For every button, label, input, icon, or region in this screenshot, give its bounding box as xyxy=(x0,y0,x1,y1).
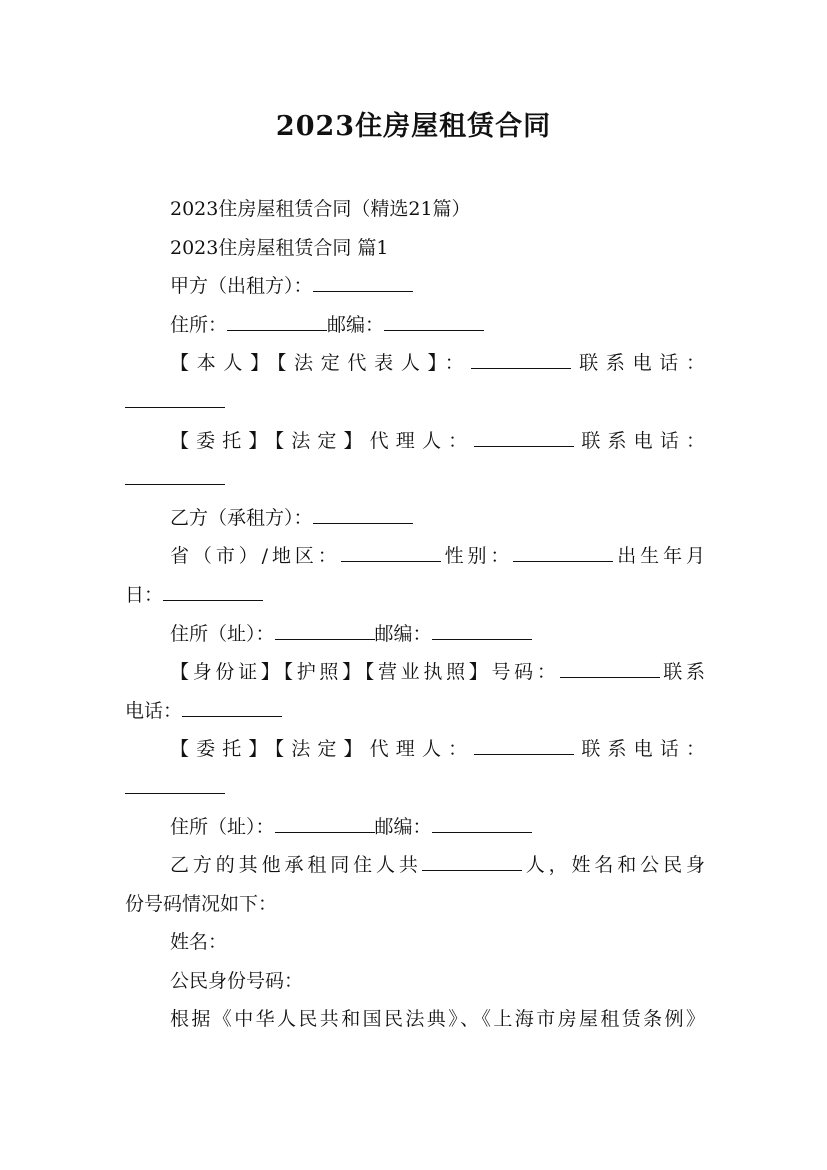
fill-in-blank xyxy=(125,483,225,485)
document-line: 份号码情况如下： xyxy=(125,892,278,915)
fill-in-blank xyxy=(474,445,574,447)
document-line: 2023住房屋租赁合同 篇1 xyxy=(170,236,389,259)
fill-in-blank xyxy=(560,676,660,678)
document-line xyxy=(125,383,705,422)
document-line xyxy=(125,769,705,808)
document-line: 日： xyxy=(125,576,705,615)
fill-in-blank xyxy=(125,792,225,794)
fill-in-blank xyxy=(227,329,327,331)
fill-in-blank xyxy=(513,560,613,562)
document-line xyxy=(125,460,705,499)
fill-in-blank xyxy=(432,831,532,833)
document-line: 乙方的其他承租同住人共 人，姓名和公民身 xyxy=(170,854,705,877)
document-line: 电话： xyxy=(125,692,705,731)
document-line: 乙方（承租方）： xyxy=(125,499,705,538)
fill-in-blank xyxy=(313,290,413,292)
document-line: 住所： 邮编： xyxy=(125,306,705,345)
fill-in-blank xyxy=(384,329,484,331)
document-line: 【本人】【法定代表人】： 联系电话： xyxy=(170,352,705,375)
document-line: 省（市）/地区： 性别： 出生年月 xyxy=(170,545,705,568)
document-line: 甲方（出租方）： xyxy=(125,267,705,306)
document-body xyxy=(125,190,705,1039)
document-line: 住所（址）： 邮编： xyxy=(125,808,705,847)
document-line: 【委托】【法定】代理人： 联系电话： xyxy=(170,738,705,761)
fill-in-blank xyxy=(182,715,282,717)
fill-in-blank xyxy=(275,638,375,640)
fill-in-blank xyxy=(422,869,522,871)
document-line: 【委托】【法定】代理人： 联系电话： xyxy=(170,429,705,452)
fill-in-blank xyxy=(313,522,413,524)
document-title: 2023住房屋租赁合同 xyxy=(275,111,552,142)
document-line: 住所（址）： 邮编： xyxy=(125,615,705,654)
document-line: 【身份证】【护照】【营业执照】号码： 联系 xyxy=(170,661,705,684)
fill-in-blank xyxy=(341,560,441,562)
fill-in-blank xyxy=(432,638,532,640)
fill-in-blank xyxy=(275,831,375,833)
fill-in-blank xyxy=(474,753,574,755)
document-line: 公民身份号码： xyxy=(170,969,304,992)
document-line: 姓名： xyxy=(170,931,228,954)
fill-in-blank xyxy=(125,406,225,408)
fill-in-blank xyxy=(163,599,263,601)
fill-in-blank xyxy=(471,367,571,369)
document-line: 根据《中华人民共和国民法典》、《上海市房屋租赁条例》 xyxy=(170,1008,705,1031)
document-line: 2023住房屋租赁合同（精选21篇） xyxy=(170,198,471,220)
